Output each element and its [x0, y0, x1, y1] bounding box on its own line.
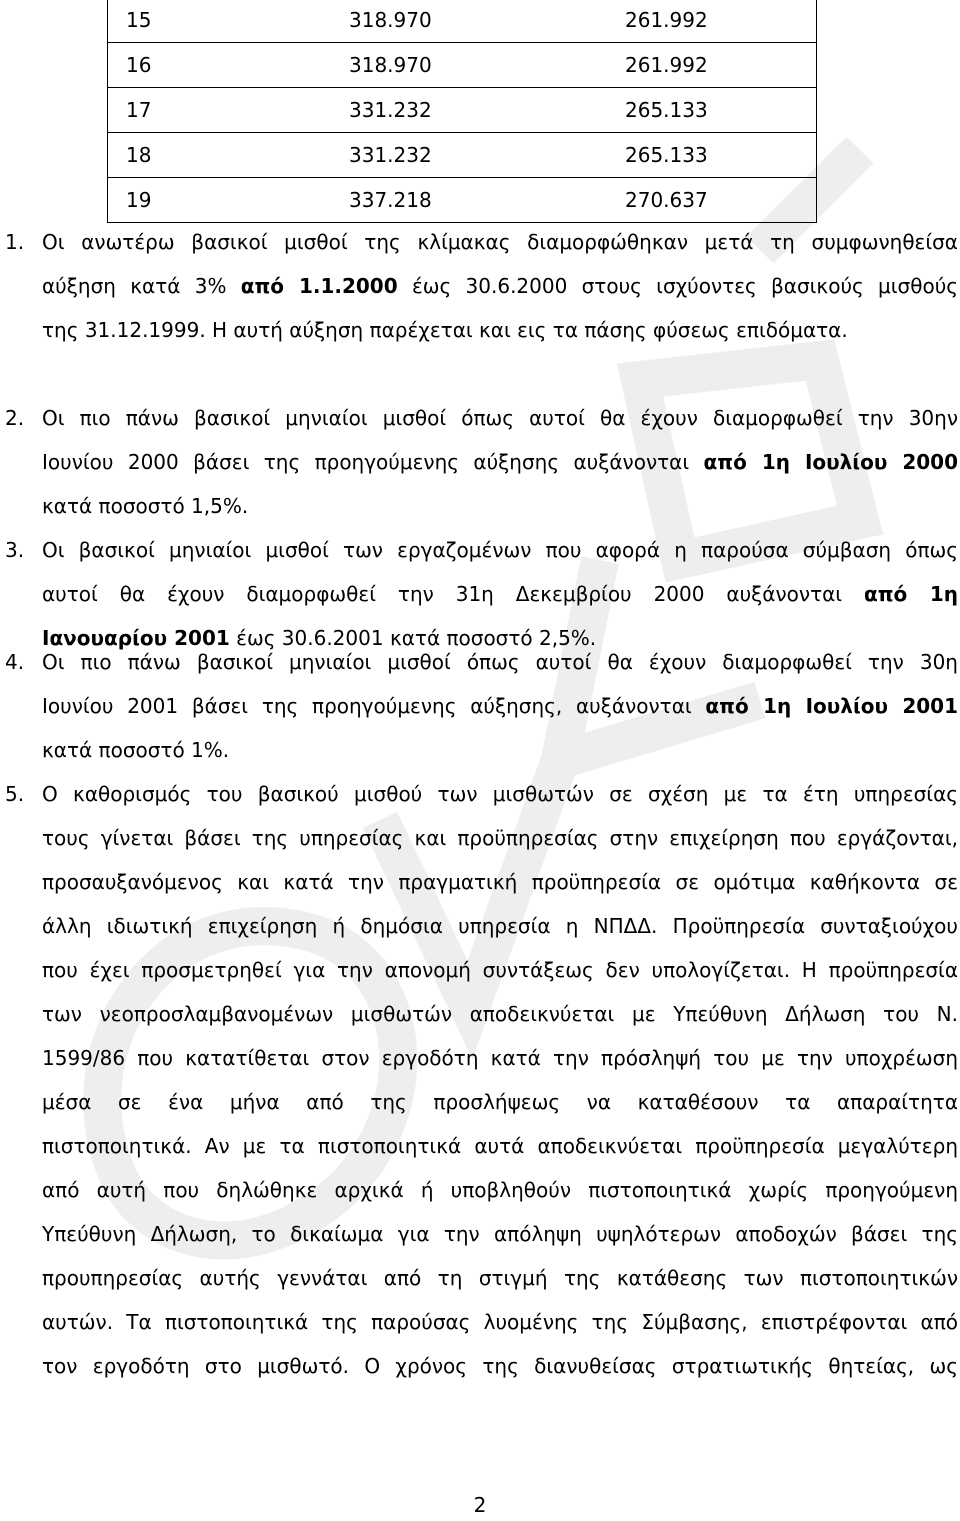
text-line: [42, 1212, 958, 1256]
text-line: [42, 484, 958, 528]
text-line: [42, 396, 958, 440]
text-segment: αυτών. Τα πιστοποιητικά της παρούσας λυομένης της Σύμβασης, επιστρέφονται από: [42, 1310, 958, 1334]
text-segment: πιστοποιητικά. Αν με τα πιστοποιητικά αυτά αποδεικνύεται προϋπηρεσία μεγαλύτερη: [42, 1134, 958, 1158]
text-line: [42, 1256, 958, 1300]
text-segment: Υπεύθυνη Δήλωση, το δικαίωμα για την απόληψη υψηλότερων αποδοχών βάσει της: [42, 1222, 958, 1246]
text-segment: Ιουνίου 2000 βάσει της προηγούμενης αύξησης αυξάνονται: [42, 450, 704, 474]
text-segment: έως 30.6.2001 κατά ποσοστό 2,5%.: [229, 626, 597, 650]
text-segment: μέσα σε ένα μήνα από της προσλήψεως να καταθέσουν τα απαραίτητα: [42, 1090, 958, 1114]
table-row: [108, 133, 817, 178]
bold-text: από 1.1.2000: [240, 274, 398, 298]
text-segment: προυπηρεσίας αυτής γεννάται από τη στιγμή της κατάθεσης των πιστοποιητικών: [42, 1266, 958, 1290]
text-segment: κατά ποσοστό 1,5%.: [42, 494, 249, 518]
salary-b-cell: 265.133: [625, 143, 708, 167]
bold-text: από 1η: [864, 582, 958, 606]
table-row: [108, 88, 817, 133]
text-segment: Οι βασικοί μηνιαίοι μισθοί των εργαζομένων που αφορά η παρούσα σύμβαση όπως: [42, 538, 958, 562]
paragraph-number: 3.: [5, 538, 25, 562]
text-line: [42, 728, 958, 772]
text-segment: κατά ποσοστό 1%.: [42, 738, 230, 762]
text-segment: προσαυξανόμενος και κατά την πραγματική προϋπηρεσία σε ομότιμα καθήκοντα σε: [42, 870, 958, 894]
bold-text: από 1η Ιουλίου 2001: [705, 694, 959, 718]
text-segment: αύξηση κατά 3%: [42, 274, 241, 298]
salary-b-cell: 270.637: [625, 188, 708, 212]
text-line: [42, 816, 958, 860]
salary-a-cell: 318.970: [349, 8, 432, 32]
text-segment: Οι πιο πάνω βασικοί μηνιαίοι μισθοί όπως αυτοί θα έχουν διαμορφωθεί την 30η: [42, 650, 958, 674]
text-line: [42, 948, 958, 992]
text-line: [42, 572, 958, 616]
text-line: [42, 772, 958, 816]
table-row: [108, 43, 817, 88]
salary-a-cell: 331.232: [349, 143, 432, 167]
text-segment: της 31.12.1999. Η αυτή αύξηση παρέχεται και εις τα πάσης φύσεως επιδόματα.: [42, 318, 848, 342]
text-line: [42, 1080, 958, 1124]
text-line: [42, 1036, 958, 1080]
text-line: [42, 1124, 958, 1168]
text-segment: αυτοί θα έχουν διαμορφωθεί την 31η Δεκεμβρίου 2000 αυξάνονται: [42, 582, 864, 606]
text-line: [42, 684, 958, 728]
text-line: [42, 860, 958, 904]
step-cell: 15: [126, 8, 152, 32]
paragraph-number: 4.: [5, 650, 25, 674]
bold-text: από 1η Ιουλίου 2000: [703, 450, 959, 474]
text-segment: Ιουνίου 2001 βάσει της προηγούμενης αύξησης, αυξάνονται: [42, 694, 706, 718]
text-segment: Οι ανωτέρω βασικοί μισθοί της κλίμακας διαμορφώθηκαν μετά τη συμφωνηθείσα: [42, 230, 958, 254]
paragraph-number: 5.: [5, 782, 25, 806]
text-segment: Ο καθορισμός του βασικού μισθού των μισθωτών σε σχέση με τα έτη υπηρεσίας: [42, 782, 958, 806]
text-segment: τον εργοδότη στο μισθωτό. Ο χρόνος της διανυθείσας στρατιωτικής θητείας, ως: [42, 1354, 958, 1378]
text-line: [42, 264, 958, 308]
text-line: [42, 440, 958, 484]
bold-text: Ιανουαρίου 2001: [42, 626, 230, 650]
salary-b-cell: 261.992: [625, 53, 708, 77]
text-line: [42, 528, 958, 572]
paragraph-number: 1.: [5, 230, 25, 254]
salary-a-cell: 337.218: [349, 188, 432, 212]
salary-b-cell: 261.992: [625, 8, 708, 32]
page-number: 2: [473, 1493, 487, 1517]
text-segment: τους γίνεται βάσει της υπηρεσίας και προϋπηρεσίας στην επιχείρηση που εργάζονται,: [42, 826, 958, 850]
table-row: [108, 178, 817, 223]
text-segment: έως 30.6.2000 στους ισχύοντες βασικούς μισθούς: [397, 274, 959, 298]
table-row: [108, 0, 817, 43]
paragraph-number: 2.: [5, 406, 25, 430]
text-segment: των νεοπροσλαμβανομένων μισθωτών αποδεικνύεται με Υπεύθυνη Δήλωση του Ν.: [42, 1002, 958, 1026]
text-segment: από αυτή που δηλώθηκε αρχικά ή υποβληθούν πιστοποιητικά χωρίς προηγούμενη: [42, 1178, 958, 1202]
text-line: [42, 1344, 958, 1388]
salary-a-cell: 331.232: [349, 98, 432, 122]
text-segment: άλλη ιδιωτική επιχείρηση ή δημόσια υπηρεσία η ΝΠΔΔ. Προϋπηρεσία συνταξιούχου: [42, 914, 958, 938]
salary-b-cell: 265.133: [625, 98, 708, 122]
step-cell: 17: [126, 98, 152, 122]
text-line: [42, 1168, 958, 1212]
text-segment: που έχει προσμετρηθεί για την απονομή συντάξεως δεν υπολογίζεται. Η προϋπηρεσία: [42, 958, 958, 982]
text-segment: Οι πιο πάνω βασικοί μηνιαίοι μισθοί όπως αυτοί θα έχουν διαμορφωθεί την 30ην: [42, 406, 958, 430]
text-line: [42, 1300, 958, 1344]
step-cell: 19: [126, 188, 152, 212]
text-segment: 1599/86 που κατατίθεται στον εργοδότη κατά την πρόσληψή του με την υποχρέωση: [42, 1046, 958, 1070]
salary-table: [107, 0, 817, 223]
text-line: [42, 992, 958, 1036]
text-line: [42, 640, 958, 684]
text-line: [42, 308, 958, 352]
text-line: [42, 220, 958, 264]
step-cell: 18: [126, 143, 152, 167]
step-cell: 16: [126, 53, 152, 77]
salary-a-cell: 318.970: [349, 53, 432, 77]
text-line: [42, 904, 958, 948]
